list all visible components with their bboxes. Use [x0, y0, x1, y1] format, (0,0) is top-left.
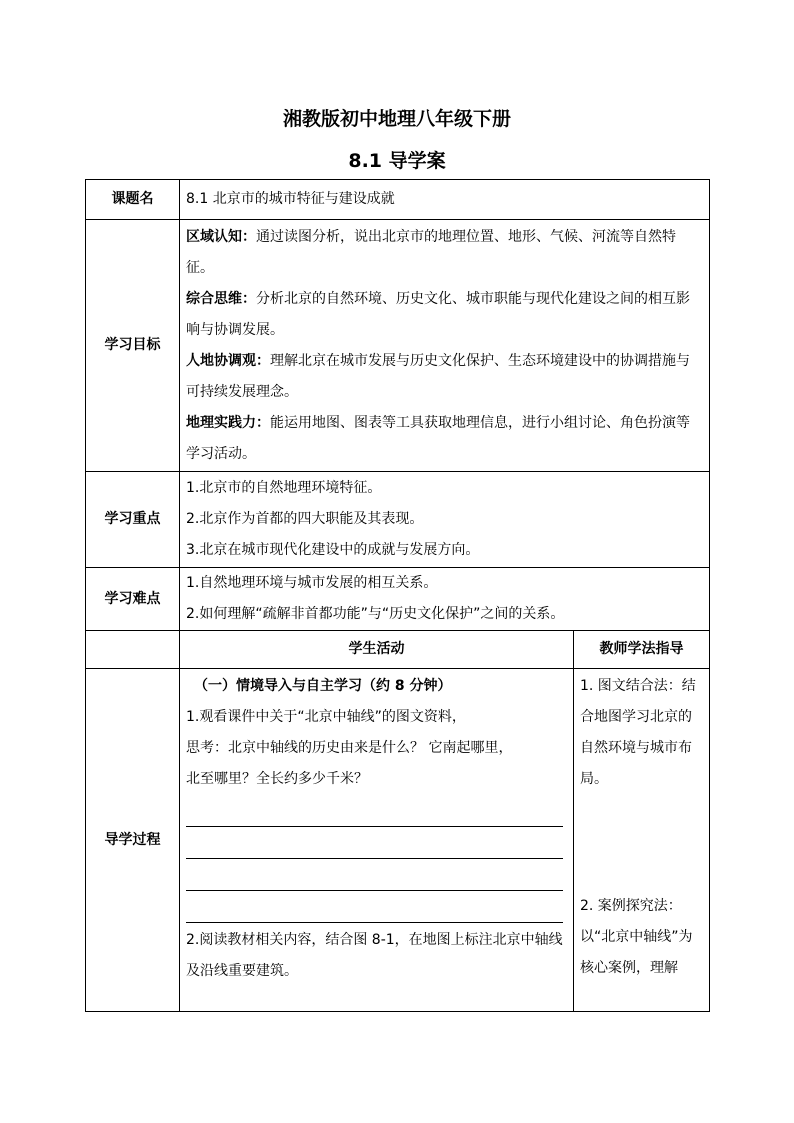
goal-heading: 综合思维：	[186, 290, 256, 307]
teacher-guidance-header: 教师学法指导	[574, 631, 710, 669]
student-activity-header: 学生活动	[180, 631, 574, 669]
goal-text: 理解北京在城市发展与历史文化保护、生态环境建设中的协调措施与可持续发展理念。	[186, 352, 690, 400]
guidance-1: 1. 图文结合法：结合地图学习北京的自然环境与城市布局。	[580, 678, 696, 787]
difficulty-item: 1.自然地理环境与城市发展的相互关系。	[186, 575, 438, 591]
document-subtitle: 8.1 导学案	[348, 150, 446, 172]
goal-heading: 地理实践力：	[186, 414, 270, 431]
row-process	[86, 669, 710, 1012]
guidance-2: 2. 案例探究法：以“北京中轴线”为核心案例，理解	[580, 898, 693, 976]
topic-label: 课题名	[86, 180, 180, 220]
goals-content	[180, 220, 710, 472]
goal-item	[186, 222, 703, 284]
topic-value: 8.1 北京市的城市特征与建设成就	[180, 180, 710, 220]
key-item: 1.北京市的自然地理环境特征。	[186, 480, 382, 496]
goal-text: 通过读图分析，说出北京市的地理位置、地形、气候、河流等自然特征。	[186, 228, 676, 276]
goals-label: 学习目标	[86, 220, 180, 472]
difficulties-label: 学习难点	[86, 568, 180, 631]
goal-text: 分析北京的自然环境、历史文化、城市职能与现代化建设之间的相互影响与协调发展。	[186, 290, 690, 338]
empty-header-cell	[86, 631, 180, 669]
answer-line	[186, 891, 563, 923]
key-item: 2.北京作为首都的四大职能及其表现。	[186, 511, 424, 527]
keys-label: 学习重点	[86, 472, 180, 568]
goal-item	[186, 284, 703, 346]
goal-text: 能运用地图、图表等工具获取地理信息，进行小组讨论、角色扮演等学习活动。	[186, 414, 690, 462]
document-title: 湘教版初中地理八年级下册	[282, 108, 511, 130]
answer-line	[186, 859, 563, 891]
answer-line	[186, 827, 563, 859]
row-topic	[86, 180, 710, 220]
guidance-gap	[580, 795, 703, 891]
goal-heading: 区域认知：	[186, 228, 256, 245]
goal-item	[186, 346, 703, 408]
difficulties-content	[180, 568, 710, 631]
question-1-line: 思考：北京中轴线的历史由来是什么？ 它南起哪里，	[186, 740, 513, 756]
row-goals	[86, 220, 710, 472]
row-difficulties	[86, 568, 710, 631]
difficulty-item: 2.如何理解“疏解非首都功能”与“历史文化保护”之间的关系。	[186, 606, 565, 622]
row-activity-header	[86, 631, 710, 669]
answer-line	[186, 795, 563, 827]
study-guide-table	[85, 179, 710, 1012]
goal-item	[186, 408, 703, 470]
student-activity-cell	[180, 669, 574, 1012]
goal-heading: 人地协调观：	[186, 352, 270, 369]
row-key-points	[86, 472, 710, 568]
question-1-line: 北至哪里？全长约多少千米？	[186, 771, 368, 787]
question-1-line: 1.观看课件中关于“北京中轴线”的图文资料，	[186, 709, 466, 725]
key-item: 3.北京在城市现代化建设中的成就与发展方向。	[186, 542, 480, 558]
section-heading: （一）情境导入与自主学习（约 8 分钟）	[194, 678, 452, 694]
teacher-guidance-cell	[574, 669, 710, 1012]
question-2: 2.阅读教材相关内容，结合图 8-1，在地图上标注北京中轴线及沿线重要建筑。	[186, 932, 563, 979]
process-label: 导学过程	[86, 669, 180, 1012]
keys-content	[180, 472, 710, 568]
